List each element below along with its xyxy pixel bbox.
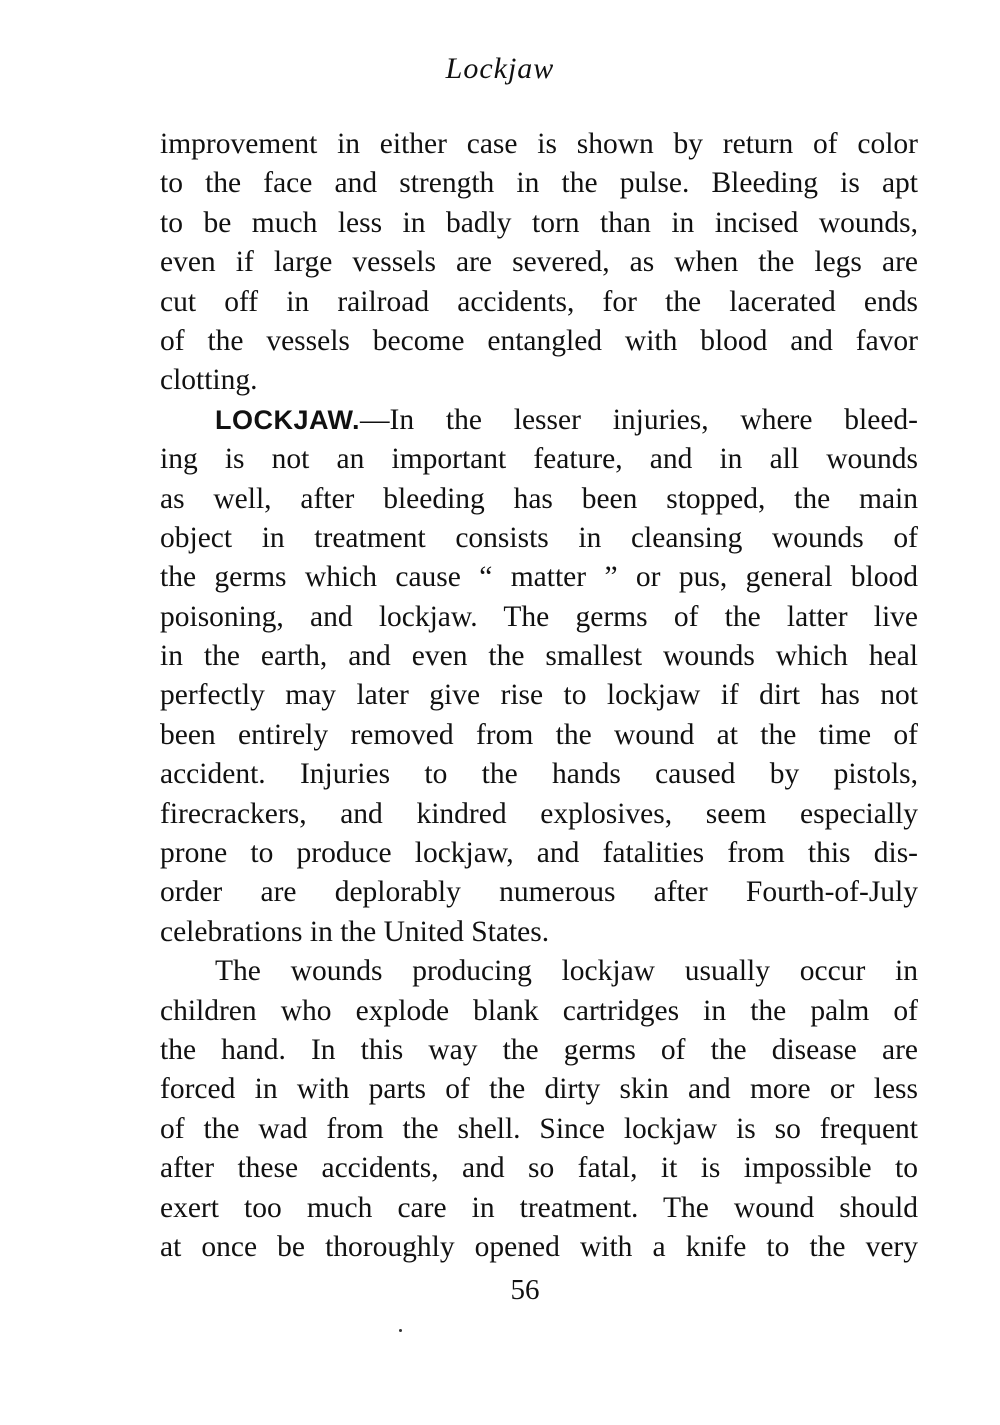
- line-text: of the wad from the shell. Since lockjaw is so frequent: [160, 1112, 918, 1145]
- line-text: improvement in either case is shown by return of color: [160, 128, 918, 160]
- text-line: [160, 1070, 918, 1109]
- line-text: —In the lesser injuries, where bleed-: [360, 403, 918, 436]
- line-text: celebrations in the United States.: [160, 915, 550, 948]
- text-line: [160, 322, 918, 361]
- text-line: [160, 598, 918, 637]
- text-line: [160, 480, 918, 519]
- text-line: [160, 440, 918, 479]
- line-text: forced in with parts of the dirty skin and more or less: [160, 1073, 918, 1106]
- line-text: clotting.: [160, 364, 258, 397]
- line-text: as well, after bleeding has been stopped, the main: [160, 482, 918, 515]
- line-text: cut off in railroad accidents, for the lacerated ends: [160, 285, 918, 318]
- text-line: [160, 1031, 918, 1070]
- text-line: [160, 637, 918, 676]
- line-text: to the face and strength in the pulse. Bleeding is apt: [160, 167, 918, 200]
- line-text: The wounds producing lockjaw usually occur in: [215, 955, 918, 988]
- text-line: [160, 716, 918, 755]
- text-line: [160, 125, 918, 164]
- text-line: [160, 558, 918, 597]
- scan-speck: [399, 1329, 402, 1332]
- running-head: Lockjaw: [445, 52, 555, 85]
- line-text: been entirely removed from the wound at the time of: [160, 718, 918, 751]
- text-line: [160, 834, 918, 873]
- text-line: [160, 952, 918, 991]
- text-line: [160, 204, 918, 243]
- paragraph: [160, 125, 918, 401]
- text-line: [160, 1149, 918, 1188]
- line-text: poisoning, and lockjaw. The germs of the latter live: [160, 600, 918, 633]
- text-line: [160, 873, 918, 912]
- text-line: [160, 913, 918, 952]
- text-line: [160, 795, 918, 834]
- text-line: [160, 755, 918, 794]
- text-line: [160, 401, 918, 440]
- body-text: [160, 125, 918, 1267]
- text-line: [160, 1189, 918, 1228]
- section-heading: LOCKJAW.: [215, 404, 361, 435]
- text-line: [160, 164, 918, 203]
- paragraph: [160, 401, 918, 952]
- line-text: firecrackers, and kindred explosives, seem especially: [160, 797, 918, 830]
- text-line: [160, 992, 918, 1031]
- line-text: after these accidents, and so fatal, it is impossible to: [160, 1152, 918, 1185]
- text-line: [160, 676, 918, 715]
- line-text: order are deplorably numerous after Fourth-of-July: [160, 876, 918, 909]
- line-text: the germs which cause “ matter ” or pus, general blood: [160, 561, 918, 594]
- text-line: [160, 519, 918, 558]
- line-text: ing is not an important feature, and in all wounds: [160, 443, 918, 476]
- line-text: the hand. In this way the germs of the disease are: [160, 1033, 918, 1066]
- line-text: children who explode blank cartridges in the palm of: [160, 994, 918, 1027]
- line-text: of the vessels become entangled with blood and favor: [160, 324, 918, 357]
- line-text: perfectly may later give rise to lockjaw if dirt has not: [160, 679, 918, 712]
- text-line: [160, 283, 918, 322]
- line-text: object in treatment consists in cleansing wounds of: [160, 521, 918, 554]
- text-line: [160, 243, 918, 282]
- line-text: at once be thoroughly opened with a knife to the very: [160, 1230, 918, 1263]
- page-number: 56: [510, 1274, 540, 1306]
- line-text: to be much less in badly torn than in incised wounds,: [160, 206, 918, 239]
- text-line: [160, 1228, 918, 1267]
- line-text: prone to produce lockjaw, and fatalities from this dis-: [160, 837, 918, 870]
- line-text: in the earth, and even the smallest wounds which heal: [160, 640, 918, 673]
- line-text: accident. Injuries to the hands caused by pistols,: [160, 758, 918, 791]
- line-text: exert too much care in treatment. The wound should: [160, 1191, 918, 1224]
- text-line: [160, 1110, 918, 1149]
- paragraph: [160, 952, 918, 1267]
- text-line: [160, 361, 918, 400]
- line-text: even if large vessels are severed, as when the legs are: [160, 246, 918, 279]
